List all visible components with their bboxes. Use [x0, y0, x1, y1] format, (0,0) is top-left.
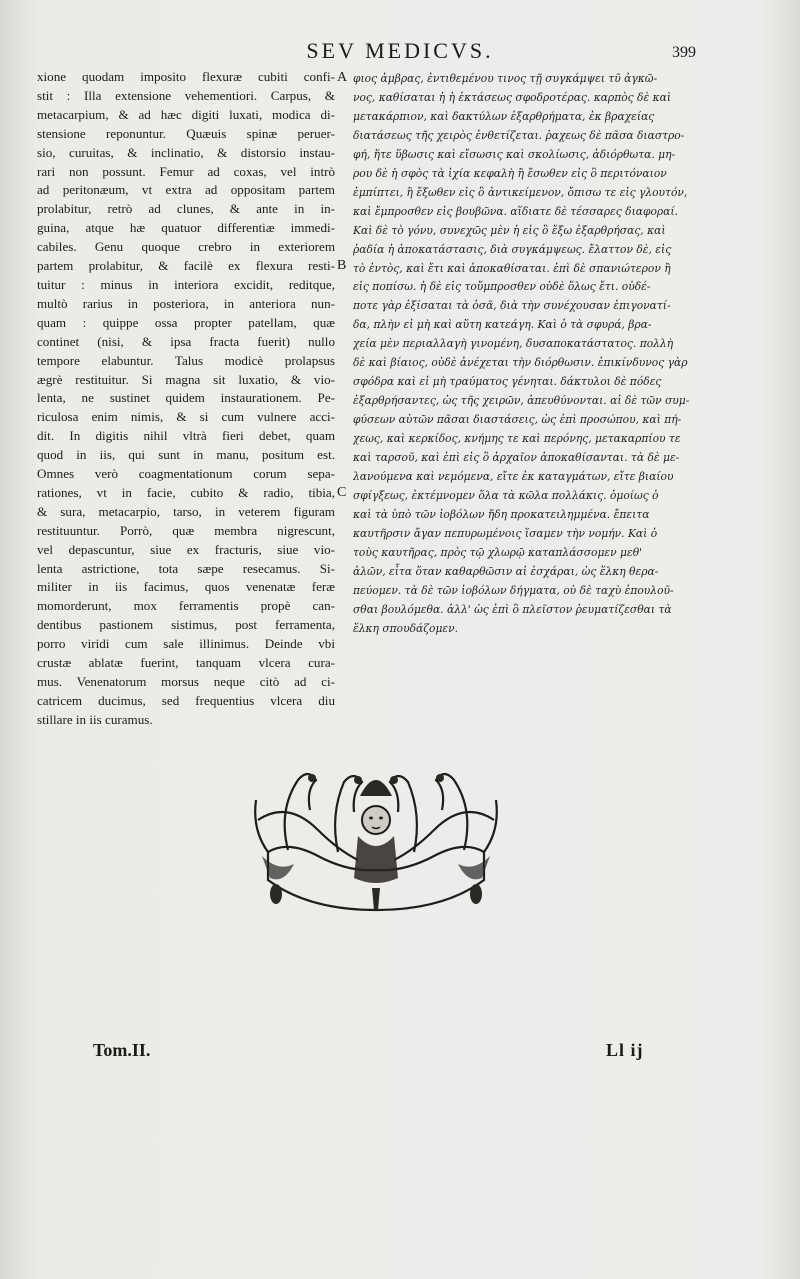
greek-line: ἐξαρθρήσαντες, ὡς τῆς χειρῶν, ἀπευθύνονται. αἱ δὲ τῶν συμ- [353, 394, 690, 408]
greek-text-column [353, 70, 723, 639]
greek-line: ἐμπίπτει, ἢ ἔξωθεν εἰς ὃ ἀντικείμενον, ὄπισω τε εἰς γλουτόν, [353, 185, 688, 199]
latin-line: metacarpium, & ad hæc digiti luxati, modica di- [37, 106, 335, 122]
show-through-lower [60, 930, 740, 1240]
latin-line: momorderunt, mox ferramentis propè can- [37, 598, 335, 614]
greek-line: καὶ ἔμπροσθεν εἰς βουβῶνα. αἵδιατε δὲ τέσσαρες διαφοραί. [353, 204, 678, 218]
latin-line: stit : Illa extensione vehementiori. Carpus, & [37, 87, 335, 103]
greek-line: ἕλκη σπουδάζομεν. [353, 621, 459, 635]
greek-line: φύσεων αὐτῶν πᾶσαι διαστάσεις, ὡς ἐπὶ προσώπου, καὶ πή- [353, 413, 682, 427]
latin-line: crustæ ablatæ fuerint, tanquam vlcera cura- [37, 655, 335, 671]
latin-line: quod in iis, qui sunt in manu, positum est. [37, 447, 335, 463]
greek-line: χεως, καὶ κερκίδος, κνήμης τε καὶ περόνης, μετακαρπίου τε [353, 432, 681, 446]
latin-line: militer in iis facimus, quos venenatæ feræ [37, 579, 335, 595]
latin-line: Omnes verò coagmentationum corum sepa- [37, 466, 335, 482]
greek-line: ῥαδία ἡ ἀποκατάστασις, διὰ συγκάμψεως. ἔλαττον δὲ, εἰς [353, 242, 672, 256]
latin-line: lenta astrictione, tota sæpe resecamus. Si- [37, 560, 335, 576]
latin-line: dentibus pastionem sistimus, post ferramenta, [37, 617, 335, 633]
latin-line: porro viridi cum sale illinimus. Deinde vbi [37, 636, 335, 652]
margin-letter-c: C [337, 485, 347, 500]
latin-line: tempore elabuntur. Talus modicè prolapsus [37, 352, 335, 368]
latin-line: guina, atque hæ quatuor differentiæ immedi- [37, 220, 335, 236]
latin-line: partem prolabitur, & facilè ex flexura resti- [37, 258, 335, 274]
greek-line: φή, ἥτε ὕβωσις καὶ εἴσωσις καὶ σκολίωσις, ἀδιόρθωτα. μη- [353, 147, 676, 161]
greek-line: ἁλῶν, εἶτα ὅταν καθαρθῶσιν αἱ ἐσχάραι, ὡς ἕλκη θερα- [353, 564, 659, 578]
margin-letter-a: A [337, 70, 348, 85]
greek-line: χεία μὲν περιαλλαγὴ γινομένη, δυσαποκατάστατος. πολλὴ [353, 337, 674, 351]
latin-line: multò rarius in posteriora, in anteriora nun- [37, 295, 335, 311]
woodcut-tailpiece-ornament [248, 760, 504, 920]
latin-line: sio, curuitas, & inclinatio, & distorsio instau- [37, 144, 335, 160]
greek-line: σθαι βουλόμεθα. ἀλλ' ὡς ἐπὶ ὃ πλεῖστον ῥευματίζεσθαι τὰ [353, 602, 672, 616]
latin-line: & sura, metacarpio, tarso, in veterem figuram [37, 503, 335, 519]
greek-line: λανούμενα καὶ νεμόμενα, εἴτε ἐκ καταγμάτων, εἴτε βιαίου [353, 470, 674, 484]
latin-line: restituuntur. Porrò, quæ membra nigrescunt, [37, 522, 335, 538]
greek-line: φιος ἀμβρας, ἐντιθεμένου τινος τῇ συγκάμψει τῦ ἀγκῶ- [353, 72, 658, 85]
greek-line: καυτῆρσιν ἄγαν πεπυρωμένοις ἵσαμεν τὴν νομήν. Καὶ ὁ [353, 526, 658, 540]
margin-letter-b: B [337, 258, 347, 273]
greek-line: τὸ ἐντὸς, καὶ ἔτι καὶ ἀποκαθίσαται. ἐπὶ δὲ σπανιώτερον ἢ [353, 261, 671, 275]
latin-line: tuitur : minus in interiora excidit, reditque, [37, 276, 335, 292]
page-number: 399 [672, 44, 696, 61]
latin-line: dit. In digitis nihil vltrà fieri debet, quam [37, 428, 335, 444]
greek-line: σφίγξεως, ἐκτέμνομεν ὅλα τὰ κῶλα πολλάκις. ὁμοίως ὁ [353, 488, 659, 502]
greek-line: δα, πλὴν εἰ μὴ καὶ αὕτη κατεάγη. Καὶ ὁ τὰ σφυρά, βρα- [353, 318, 652, 332]
greek-line: ποτε γὰρ ἐξίσαται τὰ ὀσᾶ, διὰ τὴν συνέχουσαν ἐπιγονατί- [353, 299, 671, 313]
greek-line: νος, καθίσαται ἡ ἡ ἐκτάσεως σφοδροτέρας. καρπὸς δὲ καὶ [353, 90, 672, 104]
greek-line: τοὺς καυτῆρας, πρὸς τῷ χλωρῷ καταπλάσσομεν μεθ' [353, 545, 643, 559]
greek-line: καὶ τὰ ὑπὸ τῶν ἰοβόλων ἤδη προκατειλημμένα. ἔπειτα [353, 507, 650, 521]
latin-line: lenta, ne sustinet quidem instaurationem. Pe- [37, 390, 335, 406]
latin-text-column [37, 68, 335, 730]
latin-line: riculosa enim nimis, & si cum vulnere acci- [37, 409, 335, 425]
latin-line: stillare in iis curamus. [37, 711, 153, 727]
running-head: SEV MEDICVS. [306, 38, 494, 63]
greek-line: δὲ καὶ βίαιος, οὐδὲ ἀνέχεται τὴν διόρθωσιν. ἐπικίνδυνος γὰρ [353, 356, 688, 370]
greek-line: διατάσεως τῆς χειρὸς ἐνθετίζεται. ῥαχεως δὲ πᾶσα διαστρο- [353, 128, 685, 142]
latin-line: xione quodam imposito flexuræ cubiti confi- [37, 69, 335, 84]
greek-line: εἰς ποπίσω. ἡ δὲ εἰς τοὔμπροσθεν οὐδὲ ὅλως ἔτι. οὐδέ- [353, 280, 651, 294]
greek-line: σφόδρα καὶ εἰ μὴ τραύματος γένηται. δάκτυλοι δὲ πόδες [353, 375, 662, 389]
latin-line: mus. Venenatorum morsus neque citò ad ci- [37, 674, 335, 689]
latin-line: cabiles. Genu quoque crebro in exteriorem [37, 239, 335, 255]
greek-line: πεύομεν. τὰ δὲ τῶν ἰοβόλων δήγματα, οὐ δὲ ταχὺ ἐπουλοῦ- [353, 583, 674, 597]
latin-line: ad peritonæum, vt extra ad oppositam partem [37, 182, 335, 198]
signature-mark: Ll ij [606, 1040, 644, 1060]
latin-line: rari non possunt. Femur ad coxas, vel intrò [37, 163, 335, 179]
latin-line: continet (nisi, & ipsa fracta fuerit) nullo [37, 333, 335, 349]
greek-line: Καὶ δὲ τὸ γόνυ, συνεχῶς μὲν ἡ εἰς ὃ ἔξω ἐξαρθρήσας, καὶ [353, 223, 666, 237]
latin-line: rationes, vt in facie, cubito & radio, tibia, [37, 484, 335, 500]
latin-line: vel depascuntur, siue ex fracturis, siue vio- [37, 541, 335, 557]
greek-line: μετακάρπιον, καὶ δακτύλων ἐξαρθρήματα, ἐκ βραχείας [353, 109, 655, 123]
greek-line: ρου δὲ ἡ σφὸς τὰ ἰχία κεφαλὴ ἢ ἔσωθεν εἰς ὃ περιτόναιον [353, 166, 667, 180]
volume-mark: Tom.II. [93, 1040, 151, 1060]
latin-line: prolabitur, retrò ad clunes, & ante in in- [37, 201, 335, 217]
latin-line: quam : quippe ossa propter patellam, quæ [37, 314, 335, 330]
latin-line: stensione reponuntur. Quæuis spinæ peruer- [37, 125, 335, 141]
greek-line: καὶ ταρσοῦ, καὶ ἐπὶ εἰς ὃ ἀρχαῖον ἀποκαθίσανται. τὰ δὲ με- [353, 451, 680, 465]
latin-line: catricem ducimus, sed frequentius vlcera diu [37, 692, 335, 708]
latin-line: ægrè restituitur. Si magna sit luxatio, & vio- [37, 371, 335, 387]
